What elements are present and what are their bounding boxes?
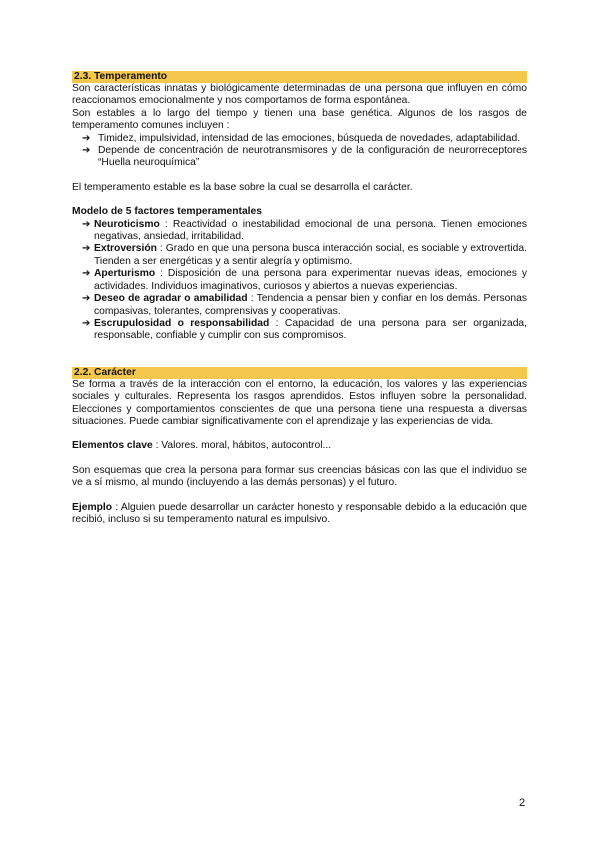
factor-term: Aperturismo [94,268,156,280]
modelo-title: Modelo de 5 factores temperamentales [72,206,262,218]
factor-desc: Capacidad de una persona para ser organizada, responsable, confiable y cumplir con sus compromisos. [94,317,528,342]
factor-separator: : [269,317,285,329]
factor-separator: : [156,243,166,255]
factor-term: Neuroticismo [94,218,160,230]
temperamento-closing: El temperamento estable es la base sobre la cual se desarrolla el carácter. [72,181,413,193]
factor-separator: : [159,218,173,230]
bullet-text: Depende de concentración de neurotransmisores y de la configuración de neurorreceptores “Huella neuroquímica” [98,145,527,169]
list-item [82,243,527,268]
factor-desc: Grado en que una persona busca interacción social, es sociable y extrovertida. Tienden a ser energéticas y a sentir alegría y optimismo. [94,243,527,267]
temperamento-intro2: Son estables a lo largo del tiempo y tienen una base genética. Algunos de los rasgos de temperamento comunes incluyen : [72,107,527,132]
list-item [82,293,527,318]
ejemplo-label: Ejemplo [72,501,113,513]
caracter-esquemas: Son esquemas que crea la persona para formar sus creencias básicas con las que el individuo se ve a sí mismo, al mundo (incluyendo a las demás personas) y el futuro. [72,464,527,489]
arrow-icon: ➔ [82,317,91,329]
factor-desc: Disposición de una persona para experimentar nuevas ideas, emociones y actividades. Individuos imaginativos, curiosos y abiertos a nuevas experiencias. [94,268,527,292]
factor-desc: Reactividad o inestabilidad emocional de una persona. Tienen emociones negativas, ansiedad, irritabilidad. [94,218,527,243]
section-heading-caracter: 2.2. Carácter [72,367,527,379]
section-heading-temperamento: 2.3. Temperamento [72,71,527,83]
ejemplo-text: : Alguien puede desarrollar un carácter honesto y responsable debido a la educación que recibió, incluso si su temperamento natural es impulsivo. [72,501,527,525]
arrow-icon: ➔ [82,243,91,255]
factor-term: Escrupulosidad o responsabilidad [94,317,270,329]
factor-term: Deseo de agradar o amabilidad [94,293,248,305]
arrow-icon: ➔ [82,132,91,144]
list-item [82,133,527,145]
document-page [72,71,527,526]
modelo-factor-list [72,219,527,343]
page-number: 2 [519,797,526,809]
list-item [82,219,527,244]
caracter-elementos [72,440,527,452]
arrow-icon: ➔ [82,268,91,280]
factor-separator: : [247,293,257,305]
arrow-icon: ➔ [82,218,91,230]
list-item [82,318,527,343]
arrow-icon: ➔ [82,293,91,305]
factor-term: Extroversión [94,243,157,255]
temperamento-intro: Son características innatas y biológicamente determinadas de una persona que influyen en cómo reaccionamos emocionalmente y nos comportamos de forma espontánea. [72,83,527,107]
bullet-text: Timidez, impulsividad, intensidad de las emociones, búsqueda de novedades, adaptabilidad. [98,132,521,144]
elementos-text: : Valores. moral, hábitos, autocontrol... [152,440,332,452]
caracter-intro: Se forma a través de la interacción con el entorno, la educación, los valores y las experiencias sociales y culturales. Representa los rasgos aprendidos. Estos influyen sobre la personalidad. Elecciones y comportamientos conscientes de que una persona tiene una respuesta a diversas situaciones. Puede cambiar significativamente con el aprendizaje y las experiencias de vida. [72,378,527,427]
arrow-icon: ➔ [82,145,91,157]
list-item [82,145,527,170]
factor-desc: Tendencia a pensar bien y confiar en los demás. Personas compasivas, tolerantes, comprensivas y cooperativas. [94,293,528,317]
list-item [82,268,527,293]
temperamento-bullet-list [72,133,527,170]
caracter-ejemplo [72,502,527,527]
elementos-label: Elementos clave [72,440,153,452]
factor-separator: : [155,268,168,280]
